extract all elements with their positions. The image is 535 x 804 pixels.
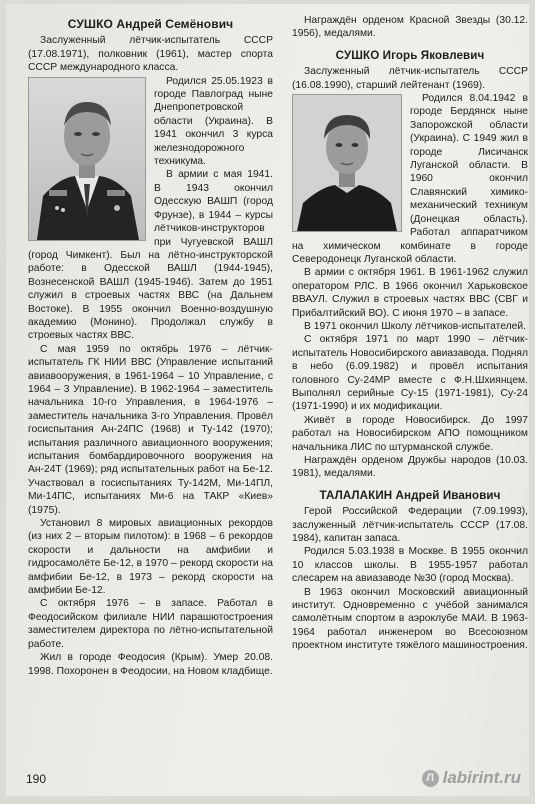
entry-paragraph: В армии с октября 1961. В 1961-1962 служил оператором РЛС. В 1966 окончил Харьковское ВВАУЛ. Служил в строевых частях ВВС (СВГ и Прибалтийский ВО). С июня 1970 – в запасе. <box>292 267 528 319</box>
entry-paragraph: С октября 1976 – в запасе. Работал в Феодосийском филиале НИИ парашютостроения заместителем директора по лётно-испытательной работе. <box>28 598 273 650</box>
entry-paragraph: Награждён орденом Красной Звезды (30.12. 1956), медалями. <box>292 15 528 40</box>
entry-paragraph: Родился 8.04.1942 в городе Бердянск ныне Запорожской области (Украина). С 1949 жил в городе Лисичанск Луганской области. В 1960 окончил Славянский химико-механический техникум (Донецкая область). Работал аппаратчиком на химическом комбинате в городе Северодонецк Луганской области. <box>292 93 528 265</box>
book-page <box>6 4 529 796</box>
right-column <box>292 14 528 653</box>
portrait-photo <box>292 94 402 232</box>
entry-paragraph: Живёт в городе Новосибирск. До 1997 работал на Новосибирском АПО помощником начальника ЛИС по штурманской службе. <box>292 414 528 453</box>
portrait-image <box>293 95 401 231</box>
watermark-logo-icon: Л <box>422 770 439 787</box>
entry-paragraph: Установил 8 мировых авиационных рекордов (из них 2 – вторым пилотом): в 1968 – 6 рекордов скорости и дальности на амфибии и гидросамолёте Бе-12, в 1970 – рекорд скорости на амфибии Бе-12, в 1973 – рекорд скорости на амфибии Бе-12. <box>28 518 273 597</box>
entry-paragraph: С мая 1959 по октябрь 1976 – лётчик-испытатель ГК НИИ ВВС (Управление испытаний авиавооружения, в 1961-1964 – 10 Управление, с 1964 – 3 Управление). В 1962-1964 – заместитель начальника 10-го Управления, в 1964-1976 – заместитель начальника 3-го Управления. Провёл госиспытания Ан-24ПС (1968) и Ту-142 (1970); испытания различного авиационного вооружения; испытания бомбардировочного вооружения на Ан-24Т (1969); ряд испытательных работ на Бе-12. Участвовал в госиспытаниях Ту-142М, Ми-14ПЛ, Ми-14ПС, испытаниях Ми-6 на ТАКР «Киев» (1975). <box>28 343 273 516</box>
entry-paragraph: Заслуженный лётчик-испытатель СССР (16.08.1990), старший лейтенант (1969). <box>292 66 528 91</box>
entry-paragraph: В армии с мая 1941. В 1943 окончил Одесскую ВАШП (город Фрунзе), в 1944 – курсы лётчиков-инструкторов при Чугуевской ВАШЛ (город Чимкент). Был на лётно-инструкторской работе: в Одесской ВАШЛ (1944-1945), Вознесенской ВАШЛ (1945-1946). Затем до 1951 служил в строевых частях ВВС (на Дальнем Востоке). В 1955 окончил Военно-воздушную академию (Монино). Продолжал службу в строевых частях ВВС. <box>28 169 273 342</box>
entry-title: СУШКО Андрей Семёнович <box>67 17 234 31</box>
portrait-image <box>29 78 145 240</box>
entry-paragraph: В 1963 окончил Московский авиационный институт. Одновременно с учёбой занимался самолётным спортом в аэроклубе МАИ. В 1963-1964 работал инженером во Всесоюзном проектном институте тяжёлого машиностроения. <box>292 586 528 652</box>
entry-paragraph: В 1971 окончил Школу лётчиков-испытателей. <box>304 320 526 332</box>
entry-paragraph: Награждён орденом Дружбы народов (10.03. 1981), медалями. <box>292 455 528 480</box>
entry-paragraph: С октября 1971 по март 1990 – лётчик-испытатель Новосибирского авиазавода. Поднял в небо (6.09.1982) и провёл испытания головного Су-24МР вместе с Ф.Н.Шхиянцем. Выполнял серийные Су-15 (1971-1981), Су-24 (1971-1990) и их модификации. <box>292 334 528 413</box>
entry-title: СУШКО Игорь Яковлевич <box>335 48 485 62</box>
entry-paragraph: Жил в городе Феодосия (Крым). Умер 20.08. 1998. Похоронен в Феодосии, на Новом кладбище. <box>28 652 273 677</box>
page-number: 190 <box>26 772 47 786</box>
watermark <box>422 768 521 788</box>
watermark-text: labirint.ru <box>442 768 521 787</box>
entry-paragraph: Заслуженный лётчик-испытатель СССР (17.08.1971), полковник (1961), мастер спорта СССР международного класса. <box>28 35 273 74</box>
entry-title: ТАЛАЛАКИН Андрей Иванович <box>319 488 501 502</box>
entry-paragraph: Родился 5.03.1938 в Москве. В 1955 окончил 10 классов школы. В 1955-1957 работал слесарем на авиазаводе №30 (город Москва). <box>292 546 528 585</box>
entry-paragraph: Родился 25.05.1923 в городе Павлоград ныне Днепропетровской области (Украина). В 1941 окончил 3 курса железнодорожного техникума. <box>154 75 273 168</box>
left-column <box>28 14 273 678</box>
entry-paragraph: Герой Российской Федерации (7.09.1993), заслуженный лётчик-испытатель СССР (17.08. 1984), капитан запаса. <box>292 506 528 545</box>
portrait-photo <box>28 77 146 241</box>
